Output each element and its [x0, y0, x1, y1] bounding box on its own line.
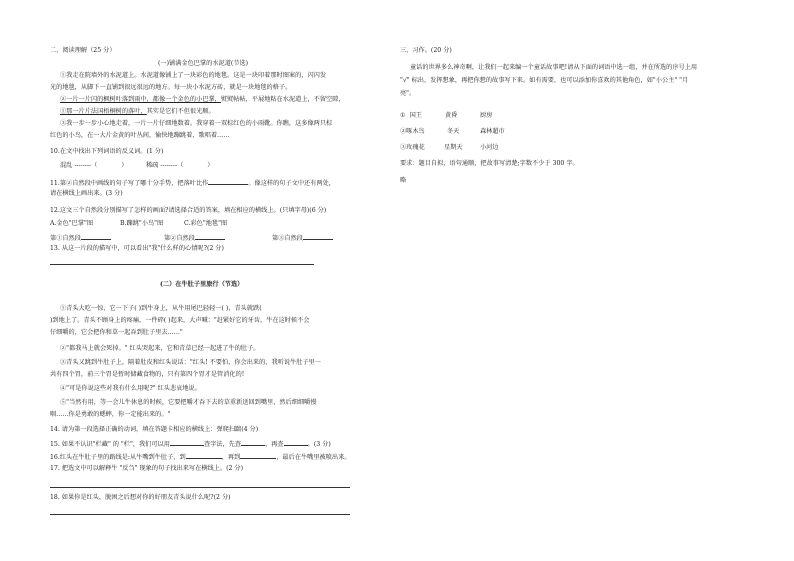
passage2-title: (二）在牛肚子里旅行（节选） [160, 281, 244, 288]
passage1-para3-line1: ③我一步一步小心地走着，一片一片仔细地数着。我穿着一双棕红色的小雨靴。你瞧，这多像两只棕 [60, 120, 333, 127]
q16-blank1[interactable] [186, 452, 222, 459]
q12-option-a: A.金色"巴掌"图 [50, 220, 94, 227]
passage1-para2-line1: ②一片一片闪的枫树叶落到雨中，都像一个金色的小巴掌，熨熨帖帖，平展地粘在水泥道上，不留空隙， [60, 96, 345, 103]
option-3-word2: 星期天 [444, 144, 463, 151]
underlined-sentence: ②一片一片闪的枫树叶落到雨中，都像一个金色的小巴掌， [60, 96, 221, 103]
q12-para1: 第①自然段 [50, 233, 111, 243]
option-3-word3: 小河边 [480, 144, 499, 151]
essay-requirement: 要求：题目自拟，语句通顺，把故事写清楚;字数不少于 300 字。 [400, 160, 579, 167]
passage2-para1-line2: )到地上了。青头不顾身上的疼痛，一件碎( )起来，大声喊："赶紧好它的牙齿，牛在这时候不会 [50, 317, 310, 324]
q18-answer-line[interactable] [50, 514, 350, 515]
q15-blank1[interactable] [170, 439, 204, 446]
passage1-title: (一)铺满金色巴掌的水泥道(节选) [158, 60, 249, 67]
essay-intro-line1: 童话的世界多么神奇啊，让我们一起来编一个童话故事吧!请从下面的词语中选一组，并在所选的序号上用 [410, 64, 698, 71]
question-15: 15. 如果不认识"栏藏" 的 "栏"，我们可以用 查字法，先查 ，再查 。(3 分) [50, 441, 331, 448]
q17-answer-line[interactable] [50, 487, 350, 488]
question-11-line2: 请在横线上画出来。(3 分) [50, 190, 123, 197]
question-18: 18. 如果你是红头，脱困之后想对你的好朋友青头说什么呢?(2 分) [50, 494, 231, 501]
question-17: 17. 把选文中可以解释牛 "反刍" 现象的句子找出来写在横线上。(2 分) [50, 465, 244, 472]
passage1-para1-line1: ①我走在院墙外的水泥道上。水泥道像铺上了一块彩色的地毯。这是一块印着那时图案的、闪闪发 [60, 72, 327, 79]
question-10: 10.在文中找出下列词语的反义词。(1 分) [50, 148, 164, 155]
q13-answer-line[interactable] [50, 264, 314, 265]
passage2-para5-line2: 咽……你是勇敢的蟋蟀，你一定能出来的。" [50, 411, 171, 418]
section2-title: 二、阅读理解（25 分） [50, 47, 116, 54]
essay-intro-line3: 亮"。 [400, 90, 416, 97]
underlined-sentence-2: ①那一片片法国梧桐树的落叶， [60, 108, 147, 115]
passage2-para2: ②"都我马上就会死掉。" 红头哭起来，它和青草已经一起进了牛的肚子。 [60, 345, 260, 352]
question-12: 12.这文三个自然段分别描写了怎样的画面?请选择合适的答案，填在相应的横线上。(只填字母)(6 分) [50, 207, 327, 214]
option-2[interactable]: ②啄木鸟 [400, 128, 425, 135]
question-11-line1: 11.第②自然段中画线的句子写了哪十分手势，把落叶比作 。像这样的句子文中还有两处， [50, 180, 335, 187]
question-13: 13. 从这一片段的描写中，可以看出"我"什么样的心情呢?(2 分) [50, 245, 224, 252]
option-2-word3: 森林超市 [480, 128, 505, 135]
option-3[interactable]: ③玫瑰花 [400, 144, 425, 151]
passage2-para1-line3: 仔细嚼的，它会把你和草一起吞到肚子里去……" [50, 329, 183, 336]
option-1-word2: 黄昏 [445, 112, 458, 119]
q10-word1: 混乱 --------（ ） [60, 162, 128, 169]
q16-blank2[interactable] [240, 452, 276, 459]
option-2-word2: 冬天 [447, 128, 460, 135]
passage2-para1-line1: ①青头大吃一惊，它一下子( )到牛身上，从牛用尾巴轻轻一( )，青头就跌( [60, 305, 262, 312]
passage2-para3-line1: ③青头又跳到牛肚子上，隔着肚皮和红头说话："红头! 不要怕，你会出来的，我听说牛肚子里一 [60, 359, 321, 366]
q12-option-c: C.彩色"地毯"图 [184, 220, 228, 227]
passage1-para1-line2: 光的地毯，从脚下一直铺到很远很远的地方。每一块小水泥方砖，就是一块地毯的格子。 [50, 84, 292, 91]
q15-blank2[interactable] [241, 439, 265, 446]
passage1-para3-line2: 红色的小鸟，在一大片金黄的叶丛间，愉快地蹦跳着，歌唱着…… [50, 132, 230, 139]
q10-word2: 稀疏 --------（ ） [146, 162, 214, 169]
q15-blank3[interactable] [284, 439, 308, 446]
passage2-para3-line2: 共有四个胃，前三个胃是暂时储藏食物的，只有第四个胃才是管消化的! [50, 371, 245, 378]
essay-answer: 略 [400, 177, 407, 184]
passage2-para4: ④"可是你说这些对我有什么用呢?" 红头悲哀地说。 [60, 385, 201, 392]
q12-option-b: B.蹦跳"小鸟"图 [120, 220, 164, 227]
q12-blank2[interactable] [195, 233, 225, 240]
q12-blank3[interactable] [303, 233, 333, 240]
option-1-word3: 厨房 [480, 112, 493, 119]
q11-blank[interactable] [208, 178, 248, 185]
section3-title: 三、习作。(20 分) [400, 47, 452, 54]
q12-para3: 第③自然段 [272, 233, 333, 243]
question-14: 14. 请为第一段选择正确的动词，填在答题卡相应的横线上：弹爬扫踹(4 分) [50, 426, 259, 433]
passage2-para5-line1: ⑤"当然有用，等一会儿牛休息的时候，它要把嚼才吞下去的草重新送回到嘴里，然后细细嚼慢 [60, 399, 317, 406]
passage1-para2-line2: ①那一片片法国梧桐树的落叶，其实是它们不但很光顺。 [60, 108, 215, 115]
essay-intro-line2: "√" 标出，发挥想象，再把你想的故事写下来。如有需要，也可以添加你喜欢的其他角色，如"小公主" "月 [400, 77, 689, 84]
q12-para2: 第②自然段 [164, 233, 225, 243]
q12-blank1[interactable] [81, 233, 111, 240]
option-1[interactable]: ① 国王 [400, 112, 422, 119]
question-16: 16.红头在牛肚子里的路线是:从牛嘴到牛肚子，到 ，再到 ，最后在牛嘴里被喷出来。 [50, 454, 351, 461]
